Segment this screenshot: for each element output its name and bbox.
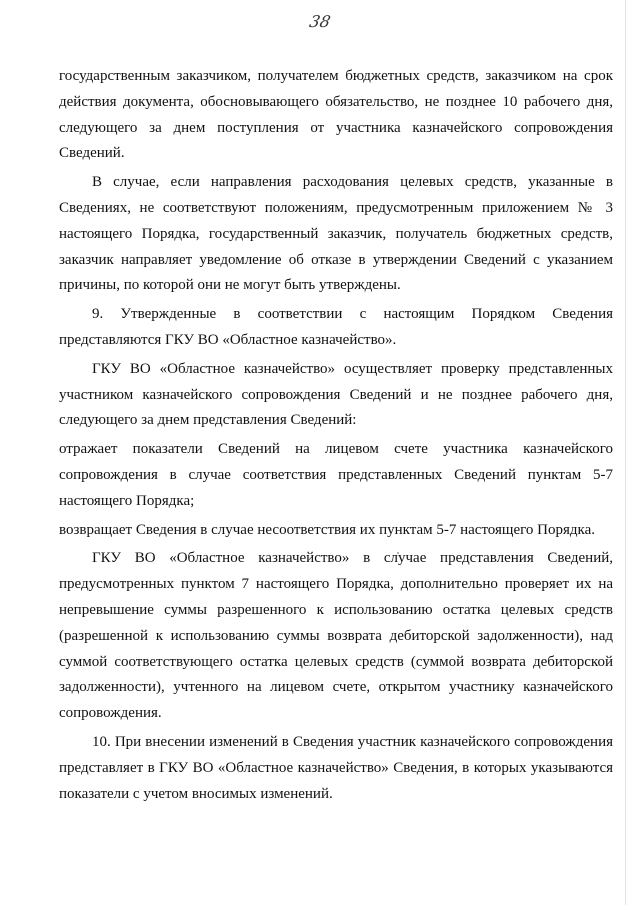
- paragraph-additional-check: ГКУ ВО «Областное казначейство» в случае представления Сведений, предусмотренных пунктом 7 настоящего Порядка, дополнительно проверяет их на непревышение суммы разрешенного к использованию остатка целевых средств (разрешенной к использованию суммы возврата дебиторской задолженности), над суммой соответствующего остатка целевых средств (суммой возврата дебиторской задолженности), учтенного на лицевом счете, открытом участнику казначейского сопровождения.: [59, 550, 613, 722]
- page-number: 38: [307, 12, 333, 31]
- paragraph-reflects: отражает показатели Сведений на лицевом счете участника казначейского сопровождения в случае соответствия представленных Сведений пунктам 5-7 настоящего Порядка;: [59, 441, 613, 509]
- document-body: [59, 64, 613, 810]
- paragraph-item-10: 10. При внесении изменений в Сведения участник казначейского сопровождения представляет в ГКУ ВО «Областное казначейство» Сведения, в которых указываются показатели с учетом вносимых изменений.: [59, 733, 613, 802]
- paragraph-continuation: государственным заказчиком, получателем бюджетных средств, заказчиком на срок действия документа, обосновывающего обязательство, не позднее 10 рабочего дня, следующего за днем поступления от участника казначейского сопровождения Сведений.: [59, 68, 613, 162]
- scan-edge-line: [625, 0, 626, 905]
- paragraph-item-9: 9. Утвержденные в соответствии с настоящим Порядком Сведения представляются ГКУ ВО «Областное казначейство».: [59, 306, 613, 348]
- paragraph-returns: возвращает Сведения в случае несоответствия их пунктам 5-7 настоящего Порядка.: [59, 521, 595, 538]
- paragraph-treasury-check: ГКУ ВО «Областное казначейство» осуществляет проверку представленных участником казначейского сопровождения Сведений и не позднее рабочего дня, следующего за днем представления Сведений:: [59, 360, 613, 429]
- paragraph-refusal-notice: В случае, если направления расходования целевых средств, указанные в Сведениях, не соответствуют положениям, предусмотренным приложением № 3 настоящего Порядка, государственный заказчик, получатель бюджетных средств, заказчик направляет уведомление об отказе в утверждении Сведений с указанием причины, по которой они не могут быть утверждены.: [59, 174, 613, 294]
